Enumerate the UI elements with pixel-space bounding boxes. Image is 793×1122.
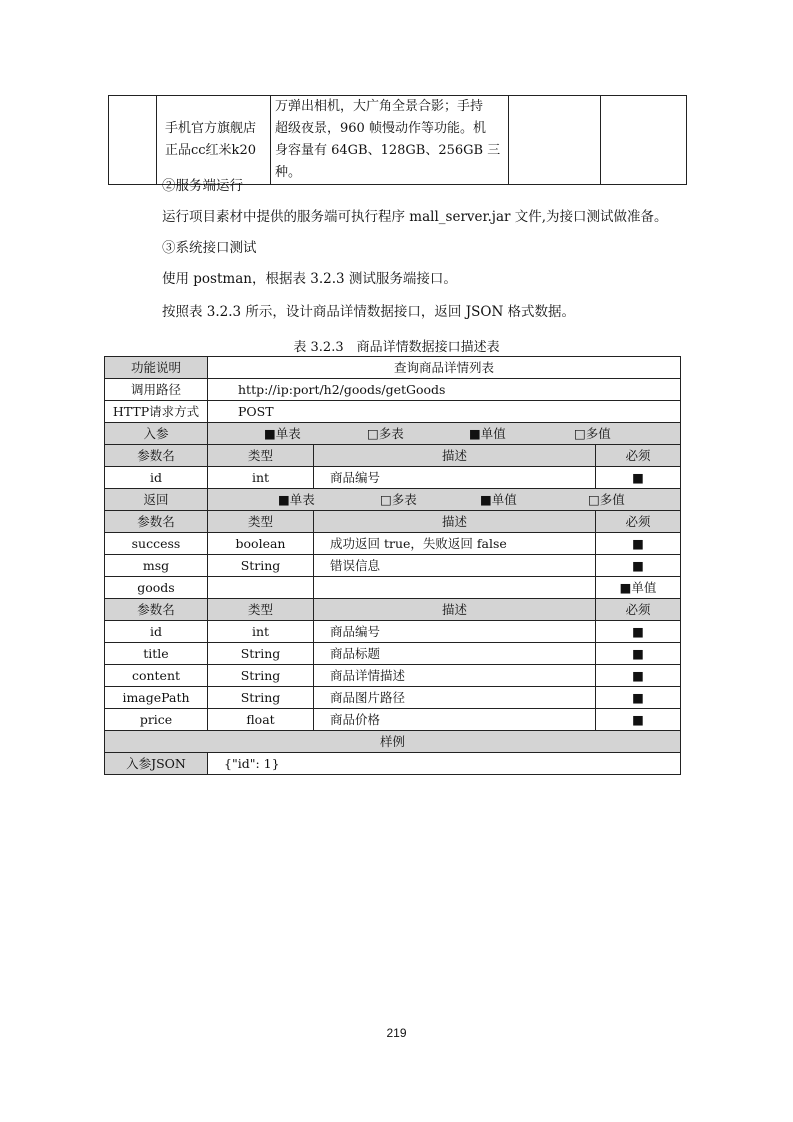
param-required: ■ <box>596 709 681 731</box>
page-number: 219 <box>386 1026 407 1040</box>
product-name-line: 手机官方旗舰店 <box>165 121 257 136</box>
table-row <box>105 687 681 709</box>
param-required: ■ <box>596 555 681 577</box>
col-header-name: 参数名 <box>105 511 208 533</box>
param-required: ■ <box>596 533 681 555</box>
table-row <box>105 401 681 423</box>
method-label: HTTP请求方式 <box>105 401 208 423</box>
product-table-continuation <box>108 95 687 185</box>
param-name: content <box>105 665 208 687</box>
param-name: id <box>105 467 208 489</box>
product-desc-cell <box>271 96 509 185</box>
table-row <box>105 467 681 489</box>
option-single-table: ■单表 <box>277 492 315 507</box>
table-row <box>105 423 681 445</box>
param-name: msg <box>105 555 208 577</box>
param-name: id <box>105 621 208 643</box>
product-name-cell <box>157 96 271 185</box>
func-value: 查询商品详情列表 <box>208 357 681 379</box>
col-header-name: 参数名 <box>105 445 208 467</box>
table-row <box>105 555 681 577</box>
param-type <box>208 577 314 599</box>
param-required: ■ <box>596 467 681 489</box>
paragraph: 按照表 3.2.3 所示，设计商品详情数据接口，返回 JSON 格式数据。 <box>162 304 576 320</box>
col-header-required: 必须 <box>596 599 681 621</box>
param-desc: 商品标题 <box>314 643 596 665</box>
table-cell <box>109 96 157 185</box>
option-multi-table: □多表 <box>366 426 404 441</box>
param-desc: 商品编号 <box>314 621 596 643</box>
input-json-label: 入参JSON <box>105 753 208 775</box>
param-desc: 错误信息 <box>314 555 596 577</box>
param-name: price <box>105 709 208 731</box>
param-desc: 商品价格 <box>314 709 596 731</box>
param-required: ■ <box>596 643 681 665</box>
param-required: ■ <box>596 687 681 709</box>
param-type: boolean <box>208 533 314 555</box>
param-desc <box>314 577 596 599</box>
input-options <box>208 423 681 445</box>
table-cell <box>509 96 601 185</box>
param-type: String <box>208 687 314 709</box>
option-multi-value: □多值 <box>587 492 625 507</box>
return-options <box>208 489 681 511</box>
input-label: 入参 <box>105 423 208 445</box>
param-type: float <box>208 709 314 731</box>
param-desc: 商品图片路径 <box>314 687 596 709</box>
section-heading: ②服务端运行 <box>162 178 243 194</box>
param-desc: 商品编号 <box>314 467 596 489</box>
option-single-value: ■单值 <box>479 492 517 507</box>
product-name-line: 正品cc红米k20 <box>165 143 256 158</box>
param-desc: 商品详情描述 <box>314 665 596 687</box>
col-header-desc: 描述 <box>314 511 596 533</box>
paragraph: 使用 postman，根据表 3.2.3 测试服务端接口。 <box>162 271 457 287</box>
col-header-required: 必须 <box>596 511 681 533</box>
option-single-table: ■单表 <box>263 426 301 441</box>
table-row <box>105 577 681 599</box>
product-desc-line: 超级夜景，960 帧慢动作等功能。机 <box>275 121 486 136</box>
col-header-type: 类型 <box>208 599 314 621</box>
option-single-value: ■单值 <box>468 426 506 441</box>
product-desc-line: 万弹出相机，大广角全景合影；手持 <box>275 99 484 114</box>
param-name: imagePath <box>105 687 208 709</box>
path-label: 调用路径 <box>105 379 208 401</box>
param-required: ■ <box>596 621 681 643</box>
api-description-table <box>104 356 681 775</box>
col-header-desc: 描述 <box>314 445 596 467</box>
path-value: http://ip:port/h2/goods/getGoods <box>208 379 681 401</box>
option-multi-value: □多值 <box>573 426 611 441</box>
param-name: success <box>105 533 208 555</box>
table-row <box>105 621 681 643</box>
col-header-type: 类型 <box>208 511 314 533</box>
table-row <box>105 533 681 555</box>
param-desc: 成功返回 true，失败返回 false <box>314 533 596 555</box>
product-desc-line: 身容量有 64GB、128GB、256GB 三种。 <box>275 143 501 180</box>
table-row <box>105 753 681 775</box>
table-row <box>105 709 681 731</box>
func-label: 功能说明 <box>105 357 208 379</box>
section-heading: ③系统接口测试 <box>162 240 257 256</box>
param-type: String <box>208 643 314 665</box>
method-value: POST <box>208 401 681 423</box>
return-label: 返回 <box>105 489 208 511</box>
table-row <box>105 665 681 687</box>
param-type: int <box>208 467 314 489</box>
example-header: 样例 <box>105 731 681 753</box>
table-row <box>109 96 687 185</box>
paragraph: 运行项目素材中提供的服务端可执行程序 mall_server.jar 文件,为接口测试做准备。 <box>162 209 668 225</box>
table-caption: 表 3.2.3 商品详情数据接口描述表 <box>293 340 500 355</box>
param-name: goods <box>105 577 208 599</box>
param-name: title <box>105 643 208 665</box>
input-json-value: {"id": 1} <box>208 753 681 775</box>
col-header-type: 类型 <box>208 445 314 467</box>
table-cell <box>601 96 687 185</box>
table-row <box>105 379 681 401</box>
param-type: int <box>208 621 314 643</box>
param-required: ■单值 <box>596 577 681 599</box>
col-header-required: 必须 <box>596 445 681 467</box>
table-row <box>105 357 681 379</box>
option-multi-table: □多表 <box>379 492 417 507</box>
table-row <box>105 599 681 621</box>
col-header-desc: 描述 <box>314 599 596 621</box>
table-row <box>105 445 681 467</box>
param-type: String <box>208 555 314 577</box>
param-required: ■ <box>596 665 681 687</box>
table-row <box>105 643 681 665</box>
table-row <box>105 511 681 533</box>
col-header-name: 参数名 <box>105 599 208 621</box>
table-row <box>105 731 681 753</box>
param-type: String <box>208 665 314 687</box>
table-row <box>105 489 681 511</box>
